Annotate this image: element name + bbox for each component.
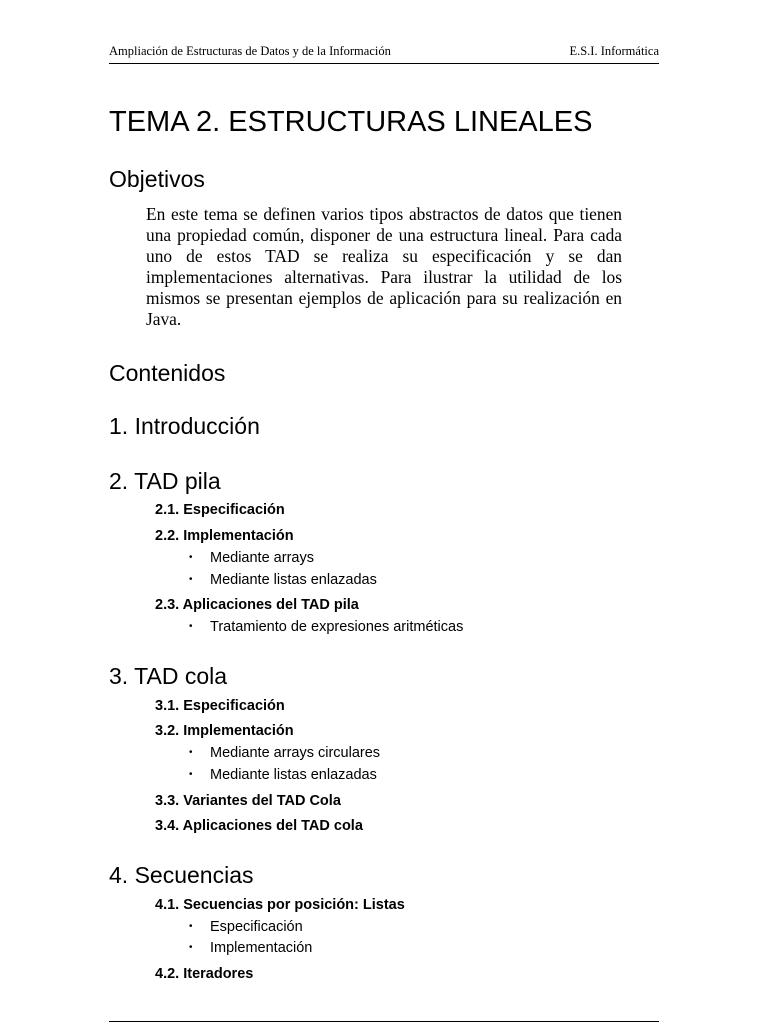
bullet-icon: •	[189, 921, 193, 932]
contents-heading: Contenidos	[109, 360, 226, 386]
subsection-heading: 4.1. Secuencias por posición: Listas	[155, 897, 405, 913]
bullet-icon: •	[189, 769, 193, 780]
list-item	[189, 619, 463, 635]
list-item-label: Tratamiento de expresiones aritméticas	[210, 619, 464, 635]
header-rule	[109, 63, 659, 64]
list-item-label: Mediante arrays	[210, 550, 314, 566]
list-item-label: Implementación	[210, 940, 313, 956]
document-title: TEMA 2. ESTRUCTURAS LINEALES	[109, 106, 593, 138]
running-header	[109, 44, 659, 59]
list-item	[189, 572, 377, 588]
bullet-icon: •	[189, 747, 193, 758]
section-heading: 3. TAD cola	[109, 663, 228, 689]
subsection-heading: 2.1. Especificación	[155, 502, 285, 518]
subsection-heading: 2.2. Implementación	[155, 528, 294, 544]
bullet-icon: •	[189, 574, 193, 585]
header-course-title: Ampliación de Estructuras de Datos y de la Información	[109, 44, 391, 58]
bullet-icon: •	[189, 621, 193, 632]
list-item-label: Especificación	[210, 919, 303, 935]
list-item-label: Mediante arrays circulares	[210, 745, 381, 761]
subsection-heading: 3.4. Aplicaciones del TAD cola	[155, 818, 363, 834]
header-school: E.S.I. Informática	[569, 44, 659, 58]
list-item	[189, 550, 314, 566]
list-item	[189, 919, 303, 935]
subsection-heading: 3.2. Implementación	[155, 723, 294, 739]
list-item-label: Mediante listas enlazadas	[210, 572, 377, 588]
bullet-icon: •	[189, 552, 193, 563]
list-item-label: Mediante listas enlazadas	[210, 767, 377, 783]
list-item	[189, 767, 377, 783]
objectives-text: En este tema se definen varios tipos abstractos de datos que tienen una propiedad común, disponer de una estructura lineal. Para cada uno de estos TAD se realiza su especificación y se dan implementaciones alternativas. Para ilustrar la utilidad de los mismos se presentan ejemplos de aplicación para su realización en Java.	[146, 204, 622, 329]
section-heading: 4. Secuencias	[109, 862, 254, 888]
subsection-heading: 2.3. Aplicaciones del TAD pila	[155, 597, 359, 613]
footer-rule	[109, 1021, 659, 1022]
bullet-icon: •	[189, 942, 193, 953]
subsection-heading: 3.3. Variantes del TAD Cola	[155, 793, 341, 809]
objectives-heading: Objetivos	[109, 166, 205, 192]
list-item	[189, 940, 312, 956]
section-heading: 2. TAD pila	[109, 468, 221, 494]
subsection-heading: 4.2. Iteradores	[155, 966, 254, 982]
section-heading: 1. Introducción	[109, 413, 260, 439]
list-item	[189, 745, 380, 761]
subsection-heading: 3.1. Especificación	[155, 698, 285, 714]
